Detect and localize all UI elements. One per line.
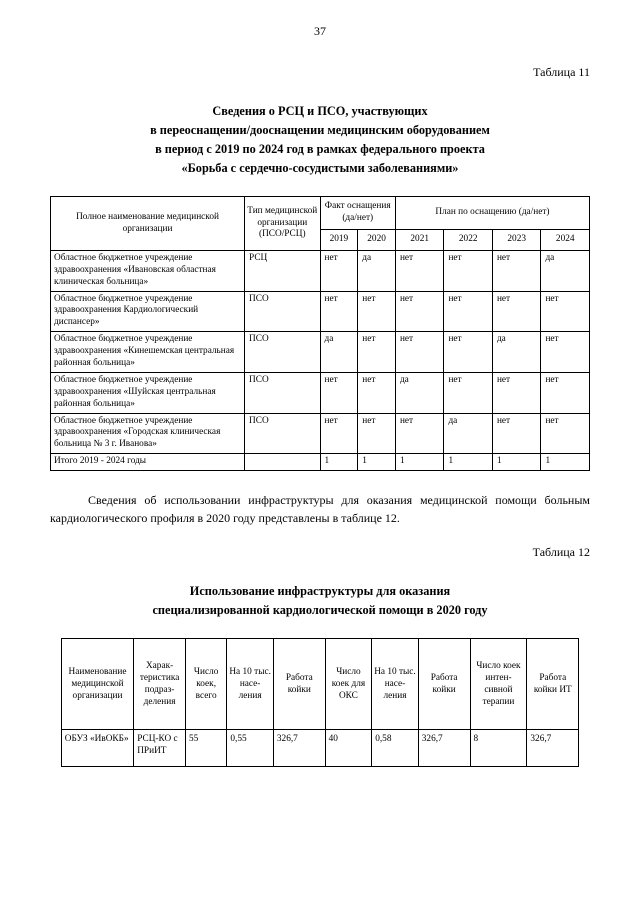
table-11-row-2-name: Областное бюджетное учреждение здравоохранения «Кинешемская центральная районная больница»	[51, 332, 245, 373]
table-12-header-1: Харак-теристика подраз-деления	[134, 639, 186, 730]
table-11	[50, 196, 590, 471]
table-11-total-2021: 1	[395, 454, 444, 471]
table-11-row-3-2020: нет	[358, 372, 396, 413]
table-11-header-year-2019: 2019	[320, 229, 358, 250]
table-12-header-4: Работа койки	[273, 639, 325, 730]
table-11-total-2019: 1	[320, 454, 358, 471]
table-12-header-7: Работа койки	[418, 639, 470, 730]
table-11-header-year-2024: 2024	[541, 229, 590, 250]
table-11-title-line-1: Сведения о РСЦ и ПСО, участвующих	[212, 104, 428, 118]
table-11-header-year-2023: 2023	[492, 229, 541, 250]
table-12-row-0-cell-3: 0,55	[227, 730, 274, 767]
table-11-row-1-2021: нет	[395, 291, 444, 332]
table-12-header-3: На 10 тыс. насе-ления	[227, 639, 274, 730]
table-11-row-4-2020: нет	[358, 413, 396, 454]
table-11-row-0-name: Областное бюджетное учреждение здравоохранения «Ивановская областная клиническая больница»	[51, 250, 245, 291]
table-12-title	[50, 582, 590, 620]
table-11-row-2-2023: да	[492, 332, 541, 373]
table-11-row-2-2021: нет	[395, 332, 444, 373]
table-11-header-plan: План по оснащению (да/нет)	[395, 197, 589, 230]
table-11-header-year-2021: 2021	[395, 229, 444, 250]
table-12-row-0-cell-9: 326,7	[527, 730, 579, 767]
table-11-total-2020: 1	[358, 454, 396, 471]
table-11-row-2-type: ПСО	[245, 332, 320, 373]
table-11-header-year-2020: 2020	[358, 229, 396, 250]
table-11-row-0-2020: да	[358, 250, 396, 291]
table-11-row-2-2019: да	[320, 332, 358, 373]
table-11-total-2024: 1	[541, 454, 590, 471]
table-11-row-1-2022: нет	[444, 291, 493, 332]
table-11-header-name: Полное наименование медицинской организации	[51, 197, 245, 251]
table-12-row-0-cell-7: 326,7	[418, 730, 470, 767]
table-11-row-1-2023: нет	[492, 291, 541, 332]
table-11-title-line-2: в переоснащении/дооснащении медицинским оборудованием	[150, 123, 490, 138]
table-11-row-3-2021: да	[395, 372, 444, 413]
table-11-row-4-2022: да	[444, 413, 493, 454]
table-11-row-0-2022: нет	[444, 250, 493, 291]
table-12-row-0-cell-1: РСЦ-КО с ПРиИТ	[134, 730, 186, 767]
table-row	[51, 250, 590, 291]
table-12-header-6: На 10 тыс. насе-ления	[372, 639, 419, 730]
table-11-row-3-type: ПСО	[245, 372, 320, 413]
table-11-row-0-type: РСЦ	[245, 250, 320, 291]
table-11-caption: Таблица 11	[533, 65, 590, 79]
table-12-header-5: Число коек для ОКС	[325, 639, 372, 730]
table-11-row-3-2022: нет	[444, 372, 493, 413]
table-11-row-4-2021: нет	[395, 413, 444, 454]
table-12-header-9: Работа койки ИТ	[527, 639, 579, 730]
table-row	[51, 372, 590, 413]
table-12-row-0-cell-6: 0,58	[372, 730, 419, 767]
table-11-row-0-2024: да	[541, 250, 590, 291]
table-12-header-row	[61, 639, 578, 730]
table-11-row-4-2024: нет	[541, 413, 590, 454]
table-11-row-2-2022: нет	[444, 332, 493, 373]
table-row	[51, 332, 590, 373]
table-12-row-0-cell-5: 40	[325, 730, 372, 767]
table-12-row-0-cell-8: 8	[470, 730, 527, 767]
table-11-row-1-type: ПСО	[245, 291, 320, 332]
table-11-row-3-name: Областное бюджетное учреждение здравоохранения «Шуйская центральная районная больница»	[51, 372, 245, 413]
table-11-row-0-2019: нет	[320, 250, 358, 291]
table-11-total-2022: 1	[444, 454, 493, 471]
table-11-row-2-2020: нет	[358, 332, 396, 373]
table-row	[51, 291, 590, 332]
table-11-row-3-2024: нет	[541, 372, 590, 413]
table-12-header-0: Наименование медицинской организации	[61, 639, 133, 730]
table-11-row-1-name: Областное бюджетное учреждение здравоохранения Кардиологический диспансер»	[51, 291, 245, 332]
table-11-total-2023: 1	[492, 454, 541, 471]
table-11-title-line-3: в период с 2019 по 2024 год в рамках федерального проекта	[155, 142, 485, 157]
table-12-header-2: Число коек, всего	[185, 639, 226, 730]
table-11-title	[50, 102, 590, 178]
table-12-row-0-cell-4: 326,7	[273, 730, 325, 767]
table-11-title-line-4: «Борьба с сердечно-сосудистыми заболеваниями»	[181, 161, 459, 176]
table-11-row-4-2023: нет	[492, 413, 541, 454]
table-11-row-2-2024: нет	[541, 332, 590, 373]
body-paragraph: Сведения об использовании инфраструктуры для оказания медицинской помощи больным кардиологического профиля в 2020 году представлены в таблице 12.	[50, 493, 590, 526]
table-11-row-4-type: ПСО	[245, 413, 320, 454]
table-11-header-type: Тип медицинской организации (ПСО/РСЦ)	[245, 197, 320, 251]
table-11-total-type	[245, 454, 320, 471]
table-12-header-8: Число коек интен-сивной терапии	[470, 639, 527, 730]
table-row	[51, 413, 590, 454]
table-11-row-1-2019: нет	[320, 291, 358, 332]
table-11-row-1-2020: нет	[358, 291, 396, 332]
table-11-row-4-2019: нет	[320, 413, 358, 454]
table-11-total-label: Итого 2019 - 2024 годы	[51, 454, 245, 471]
table-12-title-line-1: Использование инфраструктуры для оказания	[189, 584, 451, 599]
table-12	[61, 638, 579, 767]
table-11-row-0-2023: нет	[492, 250, 541, 291]
table-row	[61, 730, 578, 767]
table-12-row-0-cell-2: 55	[185, 730, 226, 767]
table-12-title-line-2: специализированной кардиологической помощи в 2020 году	[152, 603, 488, 618]
table-11-row-3-2023: нет	[492, 372, 541, 413]
table-11-row-0-2021: нет	[395, 250, 444, 291]
table-11-header-row-1	[51, 197, 590, 230]
page-number: 37	[314, 24, 326, 38]
table-11-header-fact: Факт оснащения (да/нет)	[320, 197, 395, 230]
table-11-total-row	[51, 454, 590, 471]
table-12-caption: Таблица 12	[532, 545, 590, 560]
table-11-header-year-2022: 2022	[444, 229, 493, 250]
table-11-row-3-2019: нет	[320, 372, 358, 413]
table-11-row-4-name: Областное бюджетное учреждение здравоохранения «Городская клиническая больница № 3 г. Иванова»	[51, 413, 245, 454]
table-12-row-0-cell-0: ОБУЗ «ИвОКБ»	[61, 730, 133, 767]
table-11-row-1-2024: нет	[541, 291, 590, 332]
